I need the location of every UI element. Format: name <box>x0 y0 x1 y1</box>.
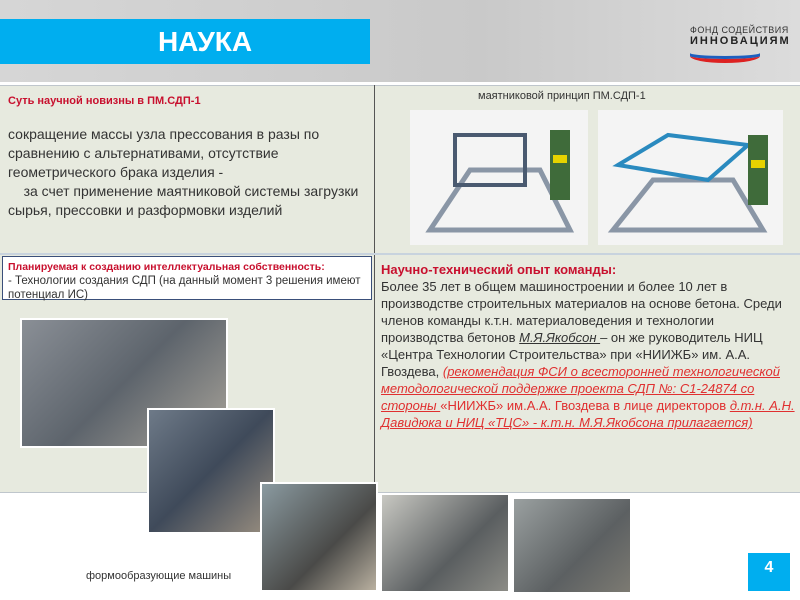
divider <box>0 253 800 255</box>
workshop-photo-2 <box>147 408 275 534</box>
novelty-title: Суть научной новизны в ПМ.СДП-1 <box>8 95 201 107</box>
flag-swoosh-icon <box>690 49 760 63</box>
experience-text-3: «НИИЖБ» им.А.А. Гвоздева в лице директоров <box>440 398 730 413</box>
experience-title: Научно-технический опыт команды: <box>381 262 617 277</box>
workshop-photo-3 <box>260 482 378 592</box>
ntc-link[interactable]: НИЦ «ТЦС» - к.т.н. М.Я.Якобсона прилагается) <box>456 415 753 430</box>
recommendation-link[interactable]: (рекомендация ФСИ о всесторонней технологической методологической поддержке проекта СДП №: С1-24874 со стороны <box>381 364 780 413</box>
page-title: НАУКА <box>0 19 370 64</box>
experience-text-2: – он же руководитель НИЦ «Центра Технологии Строительства» при «НИИЖБ» им. А.А. Гвоздева, <box>381 330 763 379</box>
director-link[interactable]: д.т.н. А.Н. Давидюка и <box>381 398 795 430</box>
novelty-text-1: сокращение массы узла прессования в разы по сравнению с альтернативами, отсутствие геометрического брака изделия - <box>8 126 320 180</box>
team-experience <box>381 261 796 431</box>
novelty-text <box>8 125 373 220</box>
pendulum-caption: маятниковой принцип ПМ.СДП-1 <box>478 90 646 102</box>
experience-text-1: Более 35 лет в общем машиностроении и более 10 лет в производстве строительных материалов на основе бетона. Среди членов команды к.т.н. материаловедения и технологии производства бетонов <box>381 279 782 345</box>
novelty-text-2: за счет применение маятниковой системы загрузки сырья, прессовки и разформовки изделий <box>8 183 359 218</box>
workshop-photo-4 <box>380 493 510 593</box>
machines-caption: формообразующие машины <box>86 570 232 582</box>
ip-text: - Технологии создания СДП (на данный момент 3 решения имеют потенциал ИС) <box>8 275 361 301</box>
name-link[interactable]: М.Я.Якобсон <box>519 330 601 345</box>
ip-box <box>2 256 372 300</box>
logo-line-2: ИННОВАЦИЯМ <box>690 35 791 47</box>
machine-render-1 <box>410 110 588 245</box>
machine-render-2 <box>598 110 783 245</box>
divider <box>374 85 375 493</box>
page-number: 4 <box>748 553 790 591</box>
ip-title: Планируемая к созданию интеллектуальная собственность: <box>8 261 325 273</box>
logo <box>690 25 800 70</box>
workshop-photo-5 <box>512 497 632 594</box>
logo-line-1: ФОНД СОДЕЙСТВИЯ <box>690 25 789 35</box>
